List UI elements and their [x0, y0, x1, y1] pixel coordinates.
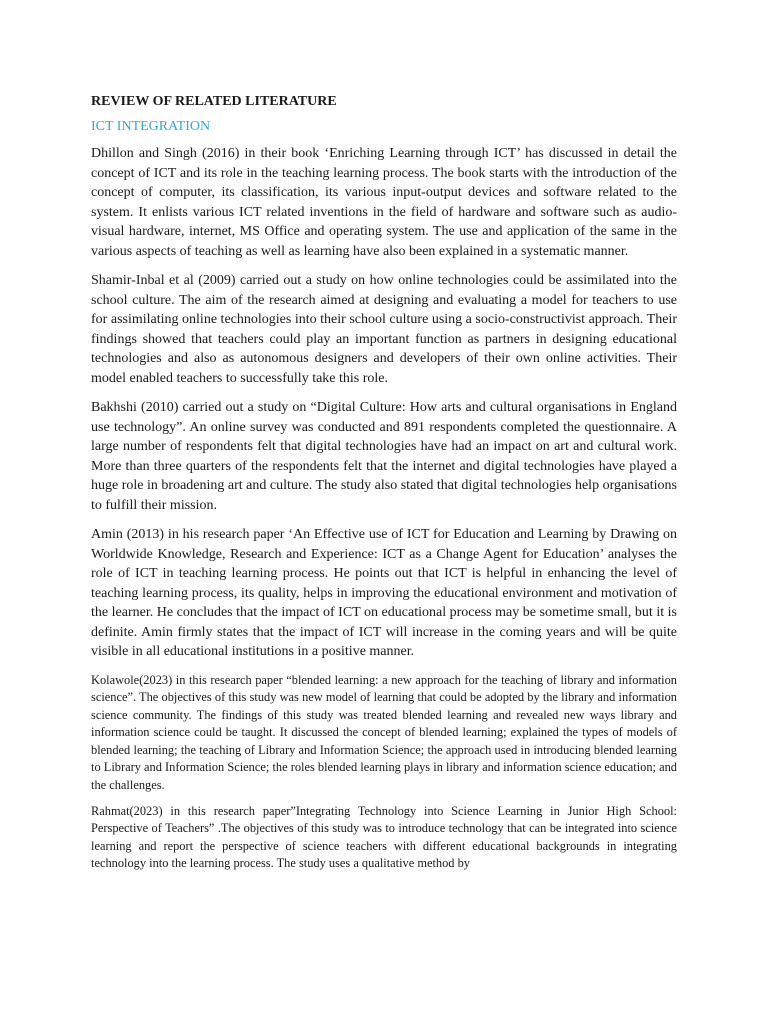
section-heading: ICT INTEGRATION — [91, 119, 211, 134]
paragraph-bakhshi: Bakhshi (2010) carried out a study on “Digital Culture: How arts and cultural organisations in England use technology”. An online survey was conducted and 891 respondents completed the questionnaire. A large number of respondents felt that digital technologies have had an impact on art and cultural work. More than three quarters of the respondents felt that the internet and digital technologies have played a huge role in broadening art and culture. The study also stated that digital technologies help organisations to fulfill their mission. — [91, 400, 677, 513]
document-body — [91, 92, 677, 881]
paragraph-rahmat: Rahmat(2023) in this research paper”Integrating Technology into Science Learning in Junior High School: Perspective of Teachers” .The objectives of this study was to introduce technology that can be integrated into science learning and report the perspective of science teachers with different educational backgrounds in integrating technology into the learning process. The study uses a qualitative method by — [91, 803, 677, 871]
paragraph-amin: Amin (2013) in his research paper ‘An Effective use of ICT for Education and Learning by Drawing on Worldwide Knowledge, Research and Experience: ICT as a Change Agent for Education’ analyses the role of ICT in teaching learning process. He points out that ICT is helpful in enhancing the level of teaching learning process, its quality, helps in improving the educational environment and motivation of the learner. He concludes that the impact of ICT on educational process may be sometime small, but it is definite. Amin firmly states that the impact of ICT will increase in the coming years and will be quite visible in all educational institutions in a positive manner. — [91, 527, 677, 659]
paragraph-dhillon-singh: Dhillon and Singh (2016) in their book ‘Enriching Learning through ICT’ has discussed in detail the concept of ICT and its role in the teaching learning process. The book starts with the introduction of the concept of computer, its classification, its various input-output devices and software related to the system. It enlists various ICT related inventions in the field of hardware and software such as audio-visual hardware, internet, MS Office and operating system. The use and application of the same in the various aspects of teaching as well as learning have also been explained in a systematic manner. — [91, 146, 677, 259]
document-title: REVIEW OF RELATED LITERATURE — [91, 94, 337, 109]
paragraph-kolawole: Kolawole(2023) in this research paper “blended learning: a new approach for the teaching of library and information science”. The objectives of this study was new model of learning that could be adopted by the library and information science community. The findings of this study was treated blended learning and revealed new ways library and information science could be taught. It discussed the concept of blended learning; explained the types of models of blended learning; the teaching of Library and Information Science; the approach used in introducing blended learning to Library and Information Science; the roles blended learning plays in library and information science education; and the challenges. — [91, 672, 677, 793]
paragraph-shamir-inbal: Shamir-Inbal et al (2009) carried out a study on how online technologies could be assimilated into the school culture. The aim of the research aimed at designing and evaluating a model for teachers to use for assimilating online technologies into their school culture using a socio-constructivist approach. Their findings showed that teachers could play an important function as partners in designing educational technologies and also as autonomous designers and developers of their own online activities. Their model enabled teachers to successfully take this role. — [91, 273, 677, 386]
